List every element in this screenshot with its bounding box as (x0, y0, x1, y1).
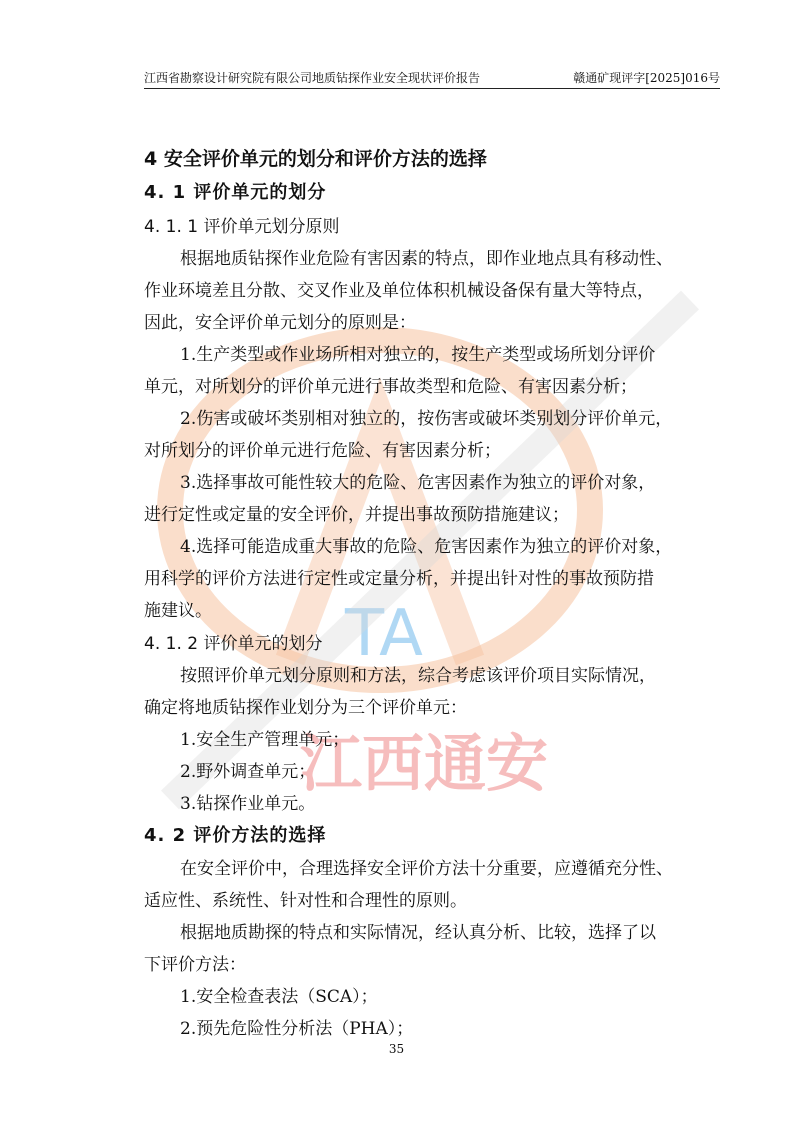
list-item-line: 1.生产类型或作业场所相对独立的，按生产类型或场所划分评价 (180, 345, 656, 365)
section-heading-4-1-1: 4. 1. 1 评价单元划分原则 (144, 217, 340, 237)
list-item-line: 1.安全生产管理单元； (180, 730, 350, 750)
paragraph-line: 因此，安全评价单元划分的原则是： (144, 313, 416, 333)
list-item-line: 3.选择事故可能性较大的危险、危害因素作为独立的评价对象， (180, 473, 656, 493)
section-heading-4-2: 4. 2 评价方法的选择 (144, 825, 327, 846)
paragraph-line: 确定将地质钻探作业划分为三个评价单元： (144, 698, 467, 718)
list-item-line: 进行定性或定量的安全评价，并提出事故预防措施建议； (144, 505, 569, 525)
list-item-line: 4.选择可能造成重大事故的危险、危害因素作为独立的评价对象， (180, 537, 673, 557)
list-item-line: 对所划分的评价单元进行危险、有害因素分析； (144, 441, 501, 461)
page-header (144, 66, 720, 89)
list-item-line: 单元，对所划分的评价单元进行事故类型和危险、有害因素分析； (144, 377, 637, 397)
paragraph-line: 下评价方法： (144, 955, 246, 975)
section-heading-4-1: 4. 1 评价单元的划分 (144, 182, 327, 203)
paragraph-line: 根据地质钻探作业危险有害因素的特点，即作业地点具有移动性、 (180, 249, 673, 269)
section-heading-4: 4 安全评价单元的划分和评价方法的选择 (144, 148, 487, 170)
list-item-line: 2.野外调查单元； (180, 762, 316, 782)
watermark-letters: TA (345, 597, 423, 671)
watermark-text: 江西通安 (300, 727, 549, 800)
paragraph-line: 作业环境差且分散、交叉作业及单位体积机械设备保有量大等特点， (144, 281, 654, 301)
header-report-number: 赣通矿现评字[2025]016号 (573, 71, 720, 85)
list-item-line: 2.伤害或破坏类别相对独立的，按伤害或破坏类别划分评价单元， (180, 409, 673, 429)
list-item-line: 施建议。 (144, 601, 212, 621)
header-report-title: 江西省勘察设计研究院有限公司地质钻探作业安全现状评价报告 (144, 71, 481, 85)
paragraph-line: 根据地质勘探的特点和实际情况，经认真分析、比较，选择了以 (180, 923, 656, 943)
paragraph-line: 按照评价单元划分原则和方法，综合考虑该评价项目实际情况， (180, 666, 656, 686)
section-heading-4-1-2: 4. 1. 2 评价单元的划分 (144, 634, 323, 654)
list-item-line: 用科学的评价方法进行定性或定量分析，并提出针对性的事故预防措 (144, 569, 654, 589)
page-number: 35 (388, 1042, 405, 1056)
paragraph-line: 在安全评价中，合理选择安全评价方法十分重要，应遵循充分性、 (180, 859, 673, 879)
list-item-line: 1.安全检查表法（SCA）； (180, 987, 378, 1007)
list-item-line: 3.钻探作业单元。 (180, 794, 316, 814)
list-item-line: 2.预先危险性分析法（PHA）； (180, 1019, 414, 1039)
paragraph-line: 适应性、系统性、针对性和合理性的原则。 (144, 891, 467, 911)
